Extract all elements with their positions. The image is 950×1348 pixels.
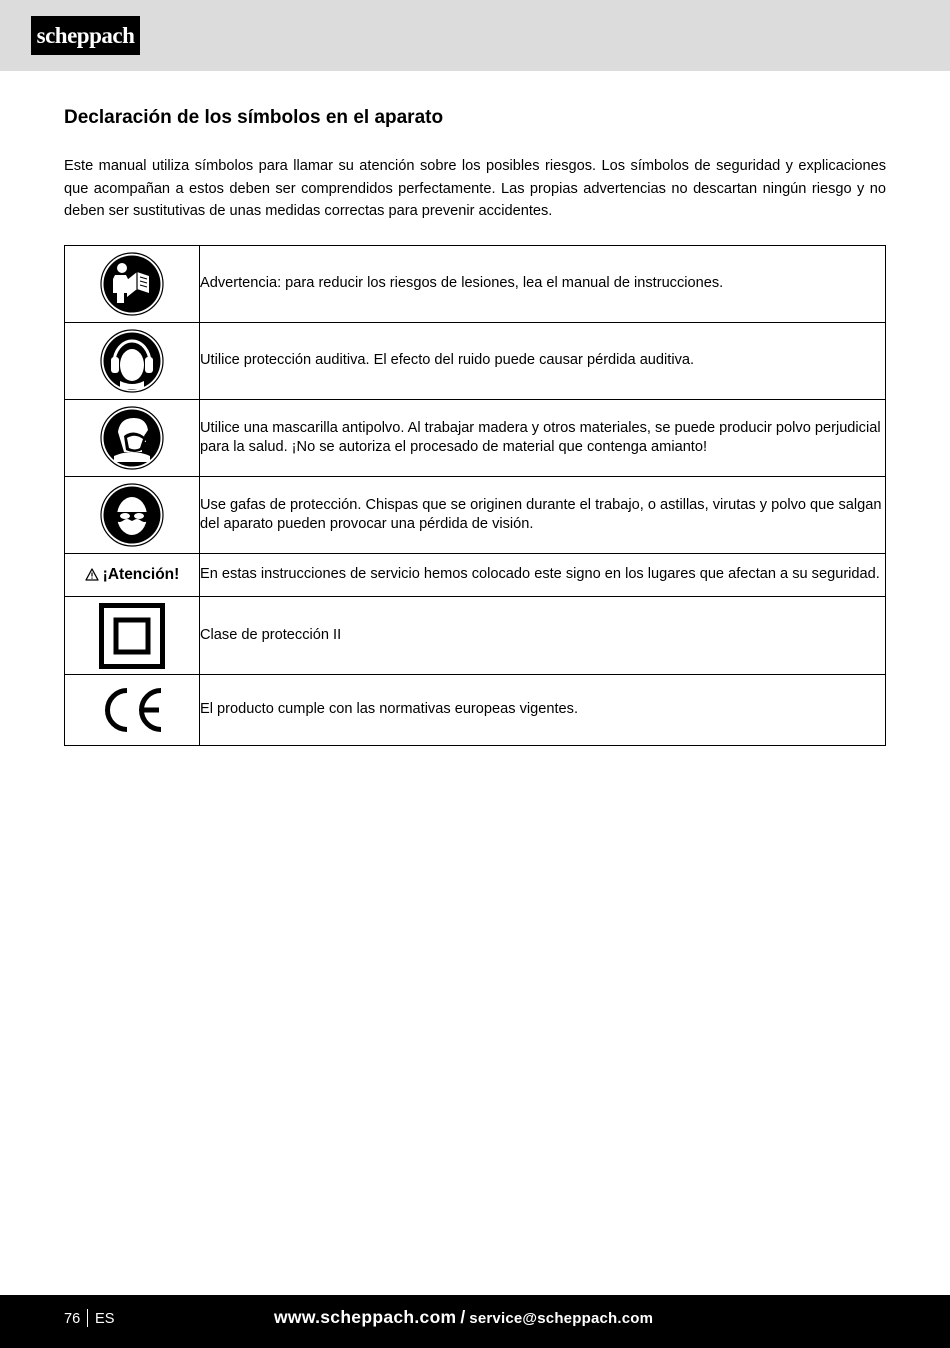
- symbol-cell: [65, 323, 200, 400]
- symbol-description: Advertencia: para reducir los riesgos de lesiones, lea el manual de instrucciones.: [200, 246, 886, 323]
- attention-label: [85, 566, 180, 583]
- symbol-cell: [65, 400, 200, 477]
- symbol-cell: [65, 477, 200, 554]
- symbol-description: El producto cumple con las normativas europeas vigentes.: [200, 675, 886, 746]
- attention-text: ¡Atención!: [102, 565, 180, 583]
- table-row: [65, 675, 886, 746]
- table-row: [65, 246, 886, 323]
- symbol-description: En estas instrucciones de servicio hemos colocado este signo en los lugares que afectan a su seguridad.: [200, 554, 886, 597]
- dust-mask-icon: [100, 406, 164, 470]
- table-row: [65, 323, 886, 400]
- scheppach-logo[interactable]: scheppach: [31, 16, 140, 55]
- symbol-cell: [65, 554, 200, 597]
- footer-separator: /: [460, 1307, 466, 1327]
- intro-paragraph: Este manual utiliza símbolos para llamar su atención sobre los posibles riesgos. Los símbolos de seguridad y explicaciones que acompañan a estos deben ser comprendidos perfectamente. Las propias advertencias no descartan ningún riesgo y no deben ser sustitutivas de unas medidas correctas para prevenir accidentes.: [64, 158, 886, 219]
- ce-mark-icon: [99, 686, 165, 734]
- table-row: [65, 554, 886, 597]
- protection-class-ii-icon: [99, 603, 165, 669]
- symbol-cell: [65, 597, 200, 675]
- read-manual-icon: [100, 252, 164, 316]
- page-number: 76: [64, 1311, 81, 1327]
- header-band: [0, 0, 950, 71]
- symbol-description: Utilice una mascarilla antipolvo. Al trabajar madera y otros materiales, se puede producir polvo perjudicial para la salud. ¡No se autoriza el procesado de material que contenga amianto!: [200, 400, 886, 477]
- warning-triangle-icon: [85, 568, 99, 581]
- footer-divider: [87, 1309, 88, 1327]
- safety-goggles-icon: [100, 483, 164, 547]
- symbol-description: Clase de protección II: [200, 597, 886, 675]
- table-row: [65, 477, 886, 554]
- hearing-protection-icon: [100, 329, 164, 393]
- section-title: Declaración de los símbolos en el aparato: [64, 107, 444, 128]
- email-link[interactable]: service@scheppach.com: [469, 1310, 654, 1327]
- footer-contact: [274, 1307, 653, 1328]
- symbols-table: [64, 245, 886, 746]
- symbol-cell: [65, 246, 200, 323]
- symbol-description: Utilice protección auditiva. El efecto del ruido puede causar pérdida auditiva.: [200, 323, 886, 400]
- language-code: ES: [95, 1311, 115, 1327]
- table-row: [65, 597, 886, 675]
- footer: [0, 1295, 950, 1348]
- website-link[interactable]: www.scheppach.com: [274, 1307, 457, 1327]
- symbol-description: Use gafas de protección. Chispas que se originen durante el trabajo, o astillas, virutas y polvo que salgan del aparato pueden provocar una pérdida de visión.: [200, 477, 886, 554]
- table-row: [65, 400, 886, 477]
- symbol-cell: [65, 675, 200, 746]
